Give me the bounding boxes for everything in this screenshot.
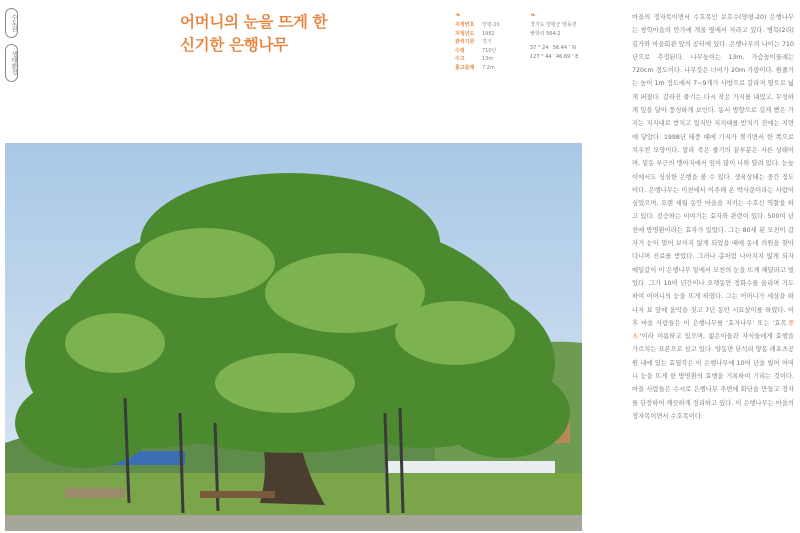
address-line-2: 쌍학리 564-2 (530, 30, 561, 37)
page-title-line1: 어머니의 눈을 뜨게 한 (180, 13, 328, 31)
address-line-1: 경기도 양평군 양동면 (530, 22, 577, 28)
info-row-managing-agency (455, 38, 527, 47)
info-row-age (455, 47, 527, 56)
info-key: 수고 (455, 56, 465, 62)
tree-location (530, 11, 600, 61)
tree-illustration (5, 143, 582, 531)
article-body (632, 11, 794, 423)
info-value: 1982 (482, 30, 495, 37)
tree-info-table (455, 11, 527, 72)
info-row-designation-number (455, 21, 527, 30)
article-text: 마을의 정자목이면서 수호목인 보호수(양평-20) 은행나무는 쌍학마을의 안가에 개울 옆에서 자라고 있다. 병목(2리) 길가와 마을회관 앞의 공터에 있다. 은행나무의 나이는 710년으로 추정된다. 나무높이는 13m, 가슴높이둘레는 720cm 정도이다. 나무갓은 너비가 20m 가량이다. 원줄기는 높이 1m 정도에서 7~9개가 사방으로 갈라져 옆으로 넓게 퍼졌다. 갈라진 줄기는 다시 작은 가지를 내었고, 무성하게 잎을 달아 풍성하게 보인다. 동서 방향으로 길게 뻗은 가지는 지지대로 받치고 있지만 지지대를 받치기 전에는 지면에 닿았다. 1998년 태풍 때에 가지가 찢기면서 한 쪽으로 치우친 모양이다. 말라 죽은 줄기의 끝부분은 자른 상태이며, 밑동 부근의 맹아지에서 잎이 많이 나와 달려 있다. 눈높이에서도 싱싱한 은행을 볼 수 있다. 생육상태는 중간 정도이다. 은행나무는 이천에서 이주해 온 박사문이라는 사람이 심었으며, 오랜 세월 동안 마을을 지키는 수호신 역할을 하고 있다. 전승하는 이야기는 효자와 관련이 있다. 500여 년 전에 방명환이라는 효자가 있었다. 그는 80세 된 모친이 갑자기 눈이 멀어 보이지 않게 되었을 때에 동네 의원을 찾아다니며 진료를 받았다. 그러나 총처럼 나아지지 않게 되자 매일같이 이 은행나무 밑에서 모친의 눈을 뜨게 해달라고 빌었다. 그가 10여 년간이나 오랫동안 정화수를 올리며 기도하여 어머니의 눈을 뜨게 하였다. 그는 어머니가 세상을 떠나자 묘 앞에 움막을 짓고 7년 동안 시묘살이를 하였다. 이후 마을 사람들은 이 은행나무를 ‘효자나무’ 또는 ‘효목 (632, 14, 794, 327)
article-text-continued: ’이라 이름하고 있으며, 젊은이들과 자식들에게 효행을 가르치는 표본으로 삼고 있다. 양동면 단석리 양동 레포츠공원 내에 있는 효열각은 이 은행나무에 10여 년을 빌어 어머니 눈을 뜨게 한 방명환의 효행을 기록하여 기리는 것이다. 마을 사람들은 수시로 은행나무 주변에 화단을 만들고 정자를 단장하여 깨끗하게 정리하고 있다. 이 은행나무는 마을의 정자목이면서 수호목이다. (632, 333, 794, 420)
bench (200, 491, 275, 498)
ginkgo-leaf-icon: ❧ (455, 11, 461, 19)
info-key: 수령 (455, 47, 465, 54)
info-key: 관리기관 (455, 39, 475, 45)
info-value: 710년 (482, 47, 497, 54)
info-row-girth (455, 64, 527, 73)
info-key: 지정년도 (455, 30, 475, 37)
info-key: 흉고둘레 (455, 64, 475, 71)
info-value: 13m (482, 56, 494, 62)
side-tab-region[interactable]: 수도권 (5, 8, 18, 38)
coordinate-longitude: 127 ° 44 ′ 46.69 ″ E (530, 53, 579, 60)
coordinate-latitude: 37 ° 24 ′ 56.44 ″ N (530, 45, 576, 51)
low-wall (65, 488, 125, 498)
page-title (180, 11, 410, 57)
side-tabs (5, 8, 19, 88)
info-value: 양평-20 (482, 22, 500, 28)
road (5, 515, 582, 531)
side-tab-category[interactable]: 생태환경 (5, 44, 18, 82)
info-value: 경기 (482, 39, 492, 45)
info-row-designation-year (455, 30, 527, 39)
location-leaf-icon: ❧ (530, 11, 536, 19)
info-value: 7.2m (482, 64, 495, 71)
ginkgo-tree-photo (5, 143, 582, 531)
info-row-height (455, 55, 527, 64)
info-key: 지정번호 (455, 22, 475, 28)
page-title-line2: 신기한 은행나무 (180, 36, 288, 54)
article-highlight-hanja: 孝木 (632, 319, 794, 341)
